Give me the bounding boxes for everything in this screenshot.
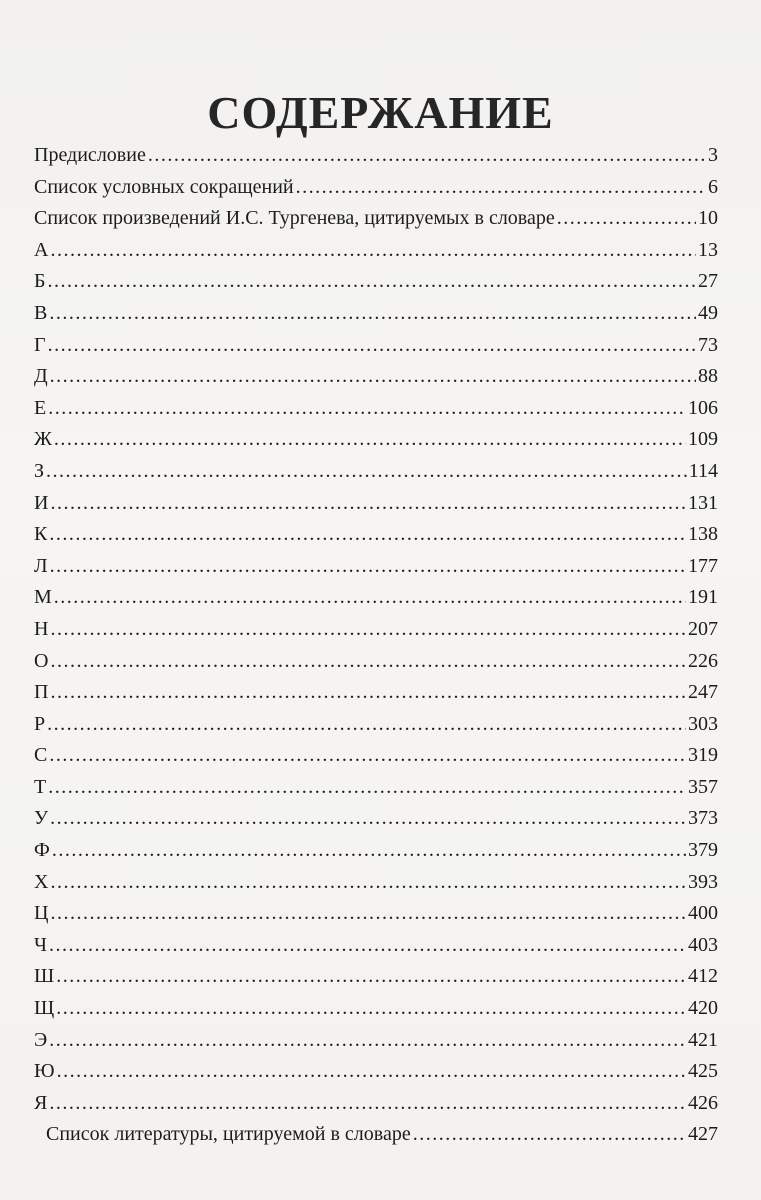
- dot-leader: [296, 172, 706, 204]
- dot-leader: [48, 772, 686, 804]
- toc-entry-label: И: [34, 491, 49, 514]
- toc-entry-label: П: [34, 681, 49, 704]
- toc-entry-label: А: [34, 238, 49, 261]
- toc-entry: [34, 646, 718, 678]
- dot-leader: [49, 1088, 686, 1120]
- dot-leader: [50, 361, 696, 393]
- dot-leader: [50, 235, 696, 267]
- toc-entry: [34, 993, 718, 1025]
- toc-entry-label: В: [34, 301, 48, 324]
- toc-entry-page-number: 357: [688, 775, 718, 798]
- toc-entry-label: Я: [34, 1091, 48, 1114]
- toc-entry-page-number: 421: [688, 1028, 718, 1051]
- toc-entry-label: Э: [34, 1028, 48, 1051]
- toc-entry-label: М: [34, 586, 52, 609]
- toc-entry-label: Щ: [34, 997, 55, 1020]
- dot-leader: [47, 266, 696, 298]
- dot-leader: [50, 551, 686, 583]
- toc-entry-page-number: 191: [688, 586, 718, 609]
- toc-entry-label: Д: [34, 365, 48, 388]
- toc-entry: [34, 172, 718, 204]
- toc-entry: [34, 298, 718, 330]
- toc-entry-page-number: 114: [688, 459, 718, 482]
- toc-entry: [34, 835, 718, 867]
- dot-leader: [50, 867, 686, 899]
- toc-entry: [34, 424, 718, 456]
- toc-entry-page-number: 303: [688, 712, 718, 735]
- toc-entry: [34, 582, 718, 614]
- toc-entry: [34, 1088, 718, 1120]
- dot-leader: [50, 677, 686, 709]
- dot-leader: [54, 582, 686, 614]
- dot-leader: [54, 424, 686, 456]
- toc-entry: [34, 898, 718, 930]
- toc-entry-label: Ц: [34, 902, 49, 925]
- toc-entry-label: Б: [34, 270, 46, 293]
- dot-leader: [49, 740, 686, 772]
- toc-entry-label: Л: [34, 554, 48, 577]
- toc-entry-label: Список условных сокращений: [34, 175, 294, 198]
- toc-entry-page-number: 420: [688, 997, 718, 1020]
- toc-entry: [34, 803, 718, 835]
- toc-entry: [34, 709, 718, 741]
- toc-entry: [34, 140, 718, 172]
- toc-entry-label: Предисловие: [34, 144, 146, 166]
- toc-entry-page-number: 109: [688, 428, 718, 451]
- toc-entry: [34, 488, 718, 520]
- toc-entry: [34, 456, 718, 488]
- dot-leader: [48, 330, 696, 362]
- toc-entry-label: Список произведений И.С. Тургенева, цитируемых в словаре: [34, 207, 555, 230]
- dot-leader: [50, 898, 686, 930]
- toc-entry-page-number: 73: [698, 333, 718, 356]
- toc-entry: [34, 930, 718, 962]
- toc-entry-page-number: 138: [688, 523, 718, 546]
- dot-leader: [413, 1119, 686, 1151]
- toc-entry-label: Список литературы, цитируемой в словаре: [46, 1123, 411, 1146]
- toc-entry: [34, 330, 718, 362]
- toc-entry-page-number: 373: [688, 807, 718, 830]
- toc-entry-page-number: 425: [688, 1060, 718, 1083]
- dot-leader: [50, 646, 686, 678]
- toc-entry-page-number: 27: [698, 270, 718, 293]
- dot-leader: [49, 930, 686, 962]
- toc-entry-page-number: 412: [688, 965, 718, 988]
- toc-entry: [34, 772, 718, 804]
- toc-entry-page-number: 427: [688, 1123, 718, 1146]
- toc-entry-label: З: [34, 459, 45, 482]
- toc-entry: [34, 361, 718, 393]
- toc-entry: [46, 1119, 718, 1151]
- toc-entry-label: Ш: [34, 965, 55, 988]
- toc-entry-page-number: 177: [688, 554, 718, 577]
- toc-entry-label: У: [34, 807, 49, 830]
- toc-entry-label: Ю: [34, 1060, 55, 1083]
- dot-leader: [148, 140, 706, 172]
- dot-leader: [56, 961, 686, 993]
- toc-entry-label: Р: [34, 712, 46, 735]
- dot-leader: [50, 614, 686, 646]
- toc-entry-page-number: 226: [688, 649, 718, 672]
- toc-entry-page-number: 426: [688, 1091, 718, 1114]
- toc-entry-page-number: 3: [708, 144, 718, 166]
- toc-entry-page-number: 131: [688, 491, 718, 514]
- toc-entry-page-number: 403: [688, 933, 718, 956]
- toc-entry: [34, 203, 718, 235]
- toc-entry-label: Г: [34, 333, 46, 356]
- toc-entry-page-number: 400: [688, 902, 718, 925]
- dot-leader: [50, 803, 686, 835]
- dot-leader: [49, 519, 686, 551]
- toc-entry: [34, 614, 718, 646]
- toc-entry-page-number: 10: [698, 207, 718, 230]
- toc-entry: [34, 961, 718, 993]
- toc-entry-label: Х: [34, 870, 49, 893]
- dot-leader: [52, 835, 686, 867]
- toc-entry-label: О: [34, 649, 49, 672]
- dot-leader: [557, 203, 696, 235]
- toc-entry-label: Ж: [34, 428, 52, 451]
- toc-entry: [34, 867, 718, 899]
- toc-entry-page-number: 319: [688, 744, 718, 767]
- toc-entry-label: Т: [34, 775, 47, 798]
- toc-entry-label: Е: [34, 396, 47, 419]
- toc-entry-page-number: 393: [688, 870, 718, 893]
- toc-entry: [34, 393, 718, 425]
- toc-entry-label: Ф: [34, 839, 50, 862]
- toc-entry: [34, 519, 718, 551]
- table-of-contents: [34, 140, 718, 1151]
- toc-entry: [34, 551, 718, 583]
- toc-entry-label: Н: [34, 617, 49, 640]
- dot-leader: [56, 993, 686, 1025]
- dot-leader: [47, 709, 686, 741]
- dot-leader: [48, 393, 686, 425]
- toc-entry-label: К: [34, 523, 48, 546]
- toc-entry-page-number: 207: [688, 617, 718, 640]
- dot-leader: [50, 488, 686, 520]
- toc-entry-page-number: 106: [688, 396, 718, 419]
- toc-entry-page-number: 379: [688, 839, 718, 862]
- dot-leader: [49, 1025, 686, 1057]
- dot-leader: [46, 456, 687, 488]
- toc-entry: [34, 1056, 718, 1088]
- toc-entry: [34, 677, 718, 709]
- toc-entry-label: С: [34, 744, 48, 767]
- toc-entry-page-number: 247: [688, 681, 718, 704]
- toc-entry: [34, 235, 718, 267]
- dot-leader: [49, 298, 696, 330]
- toc-entry: [34, 1025, 718, 1057]
- toc-entry: [34, 740, 718, 772]
- page-title: СОДЕРЖАНИЕ: [207, 87, 554, 138]
- toc-entry-page-number: 49: [698, 301, 718, 324]
- toc-entry-page-number: 88: [698, 365, 718, 388]
- toc-entry-page-number: 6: [708, 175, 718, 198]
- toc-entry-page-number: 13: [698, 238, 718, 261]
- toc-entry: [34, 266, 718, 298]
- toc-entry-label: Ч: [34, 933, 47, 956]
- dot-leader: [57, 1056, 686, 1088]
